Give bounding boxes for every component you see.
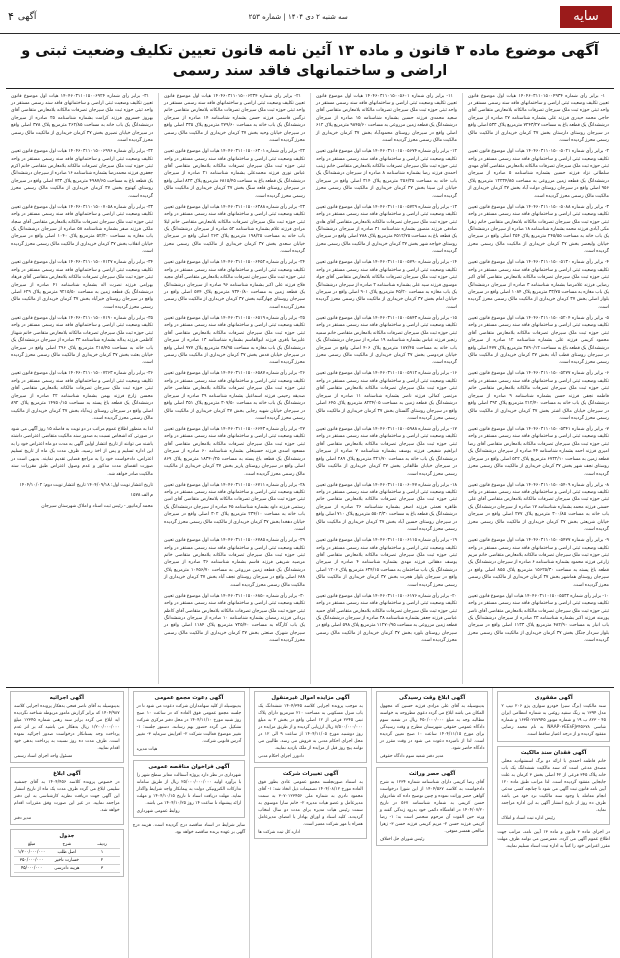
article-column-2 [310,93,462,684]
notice-body: خانم فاطمه احمدی با ارائه دو برگ استشهادیه محلی مصدق مدعی است که سند مالکیت ششدانگ یک باب خانه پلاک ۳۴۵ فرعی از ۴۲ اصلی بخش ۳ کرمان به علت جابجایی مفقود گردیده است. لذا مراتب طبق ماده ۱۲۰ آیین نامه قانون ثبت آگهی می شود تا چنانچه کسی مدعی انجام معامله یا وجود سند مالکیت نزد خود می باشد ظرف ده روز از تاریخ انتشار آگهی به این اداره مراجعه نماید. [501,758,607,814]
notice-block [376,691,489,763]
article-paragraph: ۱۰- برابر رأی شماره ۱۴۰۴۶۰۳۱۱۰۱۵۰۰۵۵۳۲ هیات اول موضوع قانون تعیین تکلیف وضعیت ثبتی اراضی و ساختمانهای فاقد سند رسمی مستقر در واحد ثبتی حوزه ثبت ملک سیرجان تصرفات مالکانه بلامعارض متقاضی آقای ناصر پورمند فرزند اکبر بشماره شناسنامه ۲۳ صادره از سیرجان درششدانگ یک باب انبار به مساحت ۴۸۲/۹۰ مترمربع پلاک ۱۱۳۳ اصلی واقع در سیرجان بلوار سردار جنگل بخش ۳۷ کرمان خریداری از مالکیت مالک رسمی محرز گردیده است. [468,593,610,644]
article-paragraph: ۳۰- برابر رأی شماره ۱۴۰۴۶۰۳۱۱۰۱۵۰۰۶۸۵۰ هیات اول موضوع قانون تعیین تکلیف وضعیت ثبتی اراضی و ساختمانهای فاقد سند رسمی مستقر در واحد ثبتی حوزه ثبت ملک سیرجان تصرفات مالکانه بلامعارض متقاضی آقای کاظم یزدانی فرزند رمضان بشماره شناسنامه ۱۰ صادره از سیرجان درششدانگ یک باب کارگاه به مساحت ۷۲۵/۴۰ مترمربع پلاک ۱۱۸۴ اصلی واقع در سیرجان شهرک صنعتی بخش ۳۷ کرمان خریداری از مالکیت مالک رسمی محرز گردیده است. [164,593,306,644]
table-cell: هزینه دادرسی [54,866,80,872]
notice-body: در خصوص پرونده کلاسه ۱۴۰۴/۴۵۶ به آقای جمشید سلیمی ابلاغ می گردد ظرف مدت یک ماه از تاریخ انتشار این آگهی جهت دریافت نظریه کارشناسی به این دفتر مراجعه نمایید. در غیر این صورت وفق مقررات اقدام خواهد شد. [14,779,120,814]
notice-title: آگهی مفقودی [534,694,573,701]
notice-block [376,767,489,846]
table-row [14,865,120,873]
article-paragraph: ۲۸- برابر رأی شماره ۱۴۰۴۶۰۳۱۱۰۱۵۰۰۶۷۱۱ هیات اول موضوع قانون تعیین تکلیف وضعیت ثبتی اراضی و ساختمانهای فاقد سند رسمی مستقر در واحد ثبتی حوزه ثبت ملک سیرجان تصرفات مالکانه بلامعارض متقاضی آقای امین رستمی فرزند داود بشماره شناسنامه ۴۵ صادره از سیرجان درششدانگ یک باب خانه به مساحت ۲۳۴/۱۰ مترمربع پلاک ۳۰۲ اصلی واقع در سیرجان خیابان دهخدا بخش ۳۷ کرمان خریداری از مالکیت مالک رسمی محرز گردیده است. [164,482,306,533]
article-paragraph: ۱۳- برابر رأی شماره ۱۴۰۴۶۰۳۱۱۰۱۵۰۰۵۷۲۹ هیات اول موضوع قانون تعیین تکلیف وضعیت ثبتی اراضی و ساختمانهای فاقد سند رسمی مستقر در واحد ثبتی حوزه ثبت ملک سیرجان تصرفات مالکانه بلامعارض متقاضی آقای هادی صادقی فرزند منصور بشماره شناسنامه ۳۱ صادره از سیرجان درششدانگ یک قطعه باغ به مساحت ۴۵۱۲/۷۵ مترمربع پلاک ۷۸۸ اصلی واقع در سیرجان روستای خواجه شهر بخش ۳۷ کرمان خریداری از مالکیت مالک رسمی محرز گردیده است. [316,204,458,255]
article-paragraph: ۳۴- برابر رأی شماره ۱۴۰۴۶۰۳۱۱۰۱۵۰۰۷۱۲۷ هیات اول موضوع قانون تعیین تکلیف وضعیت ثبتی اراضی و ساختمانهای فاقد سند رسمی مستقر در واحد ثبتی حوزه ثبت ملک سیرجان تصرفات مالکانه بلامعارض متقاضی آقای فرهاد بهرامی فرزند نصرت اله بشماره شناسنامه ۴۱ صادره از سیرجان درششدانگ یک قطعه زمین به مساحت ۹۲۱۵/۵۰ مترمربع پلاک ۶۲۹ اصلی واقع در سیرجان روستای خیرآباد بخش ۳۷ کرمان خریداری از مالکیت مالک رسمی محرز گردیده است. [11,260,154,310]
publication-logo: سایه [560,6,612,28]
notice-title: آگهی فقدان سند مالکیت [520,749,587,756]
page-title: آگهی موضوع ماده ۳ قانون و ماده ۱۳ آئین نامه قانون تعیین تکلیف وضعیت ثبتی و اراضی و ساختمانهای فاقد سند رسمی [6,34,614,89]
table-cell: ۴۵/۰۰۰/۰۰۰ [20,866,43,872]
table-column-header: شرح [62,842,72,848]
article-paragraph: ۹- برابر رأی شماره ۱۴۰۴۶۰۳۱۱۰۱۵۰۰۵۴۷۷ هیات اول موضوع قانون تعیین تکلیف وضعیت ثبتی اراضی و ساختمانهای فاقد سند رسمی مستقر در واحد ثبتی حوزه ثبت ملک سیرجان تصرفات مالکانه بلامعارض متقاضی خانم مریم زارعی فرزند محمود بشماره شناسنامه ۶ صادره از سیرجان درششدانگ یک قطعه باغ پسته به مساحت ۱۵۶۲۵/۳۰ مترمربع پلاک ۸۵۵ اصلی واقع در سیرجان روستای هماشهر بخش ۳۷ کرمان خریداری از مالکیت مالک رسمی محرز گردیده است. [468,538,610,588]
notice-block [133,691,246,756]
article-column-3 [158,93,310,684]
article-paragraph: ۳۵- برابر رأی شماره ۱۴۰۴۶۰۳۱۱۰۱۵۰۰۷۱۹۰ هیات اول موضوع قانون تعیین تکلیف وضعیت ثبتی اراضی و ساختمانهای فاقد سند رسمی مستقر در واحد ثبتی حوزه ثبت ملک سیرجان تصرفات مالکانه بلامعارض متقاضی خانم شهناز کاظمی فرزند یداله بشماره شناسنامه ۳۳ صادره از سیرجان درششدانگ یک باب خانه به مساحت ۲۱۸/۴۵ مترمربع پلاک ۲۹۶ اصلی واقع در سیرجان خیابان بعثت بخش ۳۷ کرمان خریداری از مالکیت مالک رسمی محرز گردیده است. [11,315,154,366]
article-paragraph: ۱۸- برابر رأی شماره ۱۴۰۴۶۰۳۱۱۰۱۵۰۰۶۰۴۷ هیات اول موضوع قانون تعیین تکلیف وضعیت ثبتی اراضی و ساختمانهای فاقد سند رسمی مستقر در واحد ثبتی حوزه ثبت ملک سیرجان تصرفات مالکانه بلامعارض متقاضی خانم طاهره نعمتی فرزند اصغر بشماره شناسنامه ۲۶ صادره از سیرجان درششدانگ یک قطعه باغ به مساحت ۵۵۰۳/۳۰ مترمربع پلاک ۷۱۰ اصلی واقع در سیرجان روستای حسین آباد بخش ۳۷ کرمان خریداری از مالکیت مالک رسمی محرز گردیده است. [316,482,458,533]
notice-title: جدول [59,833,75,840]
article-paragraph: ۱۴- برابر رأی شماره ۱۴۰۴۶۰۳۱۱۰۱۵۰۰۵۷۹۰ هیات اول موضوع قانون تعیین تکلیف وضعیت ثبتی اراضی و ساختمانهای فاقد سند رسمی مستقر در واحد ثبتی حوزه ثبت ملک سیرجان تصرفات مالکانه بلامعارض متقاضی آقای جواد موسوی فرزند سید علی بشماره شناسنامه ۲ صادره از سیرجان درششدانگ یک باب مغازه به مساحت ۴۵/۲۰ مترمربع پلاک ۹۰۱ اصلی واقع در سیرجان خیابان امام بخش ۳۷ کرمان خریداری از مالکیت مالک رسمی محرز گردیده است. [316,260,458,310]
article-paragraph: ۲۵- برابر رأی شماره ۱۴۰۴۶۰۳۱۱۰۱۵۰۰۶۵۱۹ هیات اول موضوع قانون تعیین تکلیف وضعیت ثبتی اراضی و ساختمانهای فاقد سند رسمی مستقر در واحد ثبتی حوزه ثبت ملک سیرجان تصرفات مالکانه بلامعارض متقاضی آقای علیرضا باقری فرزند ابوالقاسم بشماره شناسنامه ۱۳ صادره از سیرجان درششدانگ یک باب مغازه به مساحت ۳۸/۹۵ مترمربع پلاک ۹۷۷ اصلی واقع در سیرجان خیابان قدس بخش ۳۷ کرمان خریداری از مالکیت مالک رسمی محرز گردیده است. [164,315,306,366]
article-body [6,89,614,684]
article-paragraph: ۱۲- برابر رأی شماره ۱۴۰۴۶۰۳۱۱۰۱۵۰۰۵۶۷۴ هیات اول موضوع قانون تعیین تکلیف وضعیت ثبتی اراضی و ساختمانهای فاقد سند رسمی مستقر در واحد ثبتی حوزه ثبت ملک سیرجان تصرفات مالکانه بلامعارض متقاضی خانم زینب احمدی فرزند رضا بشماره شناسنامه ۸ صادره از سیرجان درششدانگ یک باب خانه به مساحت ۲۵۶/۳۵ مترمربع پلاک ۳۱۴ اصلی واقع در سیرجان خیابان ابن سینا بخش ۳۷ کرمان خریداری از مالکیت مالک رسمی محرز گردیده است. [316,149,458,199]
article-paragraph: ۱۹- برابر رأی شماره ۱۴۰۴۶۰۳۱۱۰۱۵۰۰۶۱۱۵ هیات اول موضوع قانون تعیین تکلیف وضعیت ثبتی اراضی و ساختمانهای فاقد سند رسمی مستقر در واحد ثبتی حوزه ثبت ملک سیرجان تصرفات مالکانه بلامعارض متقاضی آقای یوسف دهقانی فرزند مهدی بشماره شناسنامه ۴ صادره از سیرجان درششدانگ یک باب ساختمان به مساحت ۶۳۴/۱۵ مترمربع پلاک ۱۲۰۶ اصلی واقع در سیرجان بلوار هجرت بخش ۳۷ کرمان خریداری از مالکیت مالک رسمی محرز گردیده است. [316,538,458,588]
notice-signature: رئیس شورای حل اختلاف [379,837,425,843]
article-paragraph: ۲۶- برابر رأی شماره ۱۴۰۴۶۰۳۱۱۰۱۵۰۰۶۵۸۷ هیات اول موضوع قانون تعیین تکلیف وضعیت ثبتی اراضی و ساختمانهای فاقد سند رسمی مستقر در واحد ثبتی حوزه ثبت ملک سیرجان تصرفات مالکانه بلامعارض متقاضی خانم صدیقه رحیمی فرزند اسماعیل بشماره شناسنامه ۲۹ صادره از سیرجان درششدانگ یک باب خانه به مساحت ۳۰۷/۵۰ مترمربع پلاک ۳۵۱ اصلی واقع در سیرجان خیابان شهید رجایی بخش ۳۷ کرمان خریداری از مالکیت مالک رسمی محرز گردیده است. [164,371,306,422]
notice-block [10,767,124,825]
notice-signature: روابط عمومی شهرداری [136,809,180,815]
notice-column-5 [6,688,128,958]
notice-signature: دادورز اجرای احکام مدنی [258,753,304,759]
notice-body: سایر شرایط در اسناد مناقصه درج گردیده است. هزینه درج آگهی بر عهده برنده مناقصه خواهد بود. [132,823,246,836]
notice-block [497,691,610,742]
notice-body: آقای رضا کریمی دارای شناسنامه شماره ۱۲۳۴ به شرح دادخواست به کلاسه ۱۴۰۴/۵۶۷ از این شورا درخواست گواهی حصر وراثت نموده و چنین توضیح داده که شادروان حسن کریمی به شماره شناسنامه ۵۶۷ در تاریخ ۱۴۰۴/۰۷/۲۰ در اقامتگاه دائمی خود بدرود زندگی گفته و ورثه حین الفوت آن مرحوم منحصر است به: ۱- رضا کریمی فرزند حسن ۲- مریم کریمی فرزند حسن ۳- زهرا صالحی همسر متوفی. [379,779,485,835]
article-column-4 [6,93,158,684]
notice-body: بدینوسیله از کلیه سهامداران شرکت دعوت می شود تا در جلسه مجمع عمومی فوق العاده که در ساعت ۱۰ صبح روز شنبه مورخ ۱۴۰۴/۱۱/۱۰ در محل دفتر مرکزی شرکت تشکیل می گردد حضور بهم رسانند. دستور جلسه: ۱- تغییر موضوع فعالیت شرکت ۲- افزایش سرمایه ۳- تغییر آدرس قانونی شرکت. [136,703,242,744]
table-row [14,849,120,857]
article-paragraph: ۲۷- برابر رأی شماره ۱۴۰۴۶۰۳۱۱۰۱۵۰۰۶۶۴۳ هیات اول موضوع قانون تعیین تکلیف وضعیت ثبتی اراضی و ساختمانهای فاقد سند رسمی مستقر در واحد ثبتی حوزه ثبت ملک سیرجان تصرفات مالکانه بلامعارض متقاضی آقای مسعود اسدی فرزند حسینعلی بشماره شناسنامه ۶۰ صادره از سیرجان درششدانگ یک قطعه باغ پسته به مساحت ۱۸۳۴۰/۲۵ مترمربع پلاک ۸۶۹ اصلی واقع در سیرجان روستای پاریز بخش ۳۷ کرمان خریداری از مالکیت مالک رسمی محرز گردیده است. [164,426,306,477]
article-paragraph: ۳۱- برابر رأی شماره ۱۴۰۴۶۰۳۱۱۰۱۵۰۰۶۹۲۴ هیات اول موضوع قانون تعیین تکلیف وضعیت ثبتی اراضی و ساختمانهای فاقد سند رسمی مستقر در واحد ثبتی حوزه ثبت ملک سیرجان تصرفات مالکانه بلامعارض متقاضی آقای بهروز خسروی فرزند کرامت بشماره شناسنامه ۲۵ صادره از سیرجان درششدانگ یک باب خانه به مساحت ۲۶۲/۸۵ مترمربع پلاک ۳۷۸ اصلی واقع در سیرجان خیابان نصیری بخش ۳۷ کرمان خریداری از مالکیت مالک رسمی محرز گردیده است. [11,93,153,144]
notice-title: آگهی فراخوان مناقصه عمومی [148,763,230,770]
page-marker [8,10,36,23]
notice-block [254,767,367,839]
notice-column-3 [249,688,371,958]
notice-body: به استناد صورتجلسه مجمع عمومی عادی بطور فوق العاده مورخ ۱۴۰۴/۰۸/۱۲ تصمیمات ذیل اتخاذ شد: ۱- آقای محمود نادری به شماره ملی ۳۰۷۰۱۲۳۴۵۶ به سمت مدیرعامل و عضو هیات مدیره ۲- خانم سارا موسوی به سمت رئیس هیات مدیره برای مدت دو سال انتخاب گردیدند. کلیه اسناد و اوراق بهادار با امضای مدیرعامل همراه با مهر شرکت معتبر است. [258,779,363,828]
article-paragraph: ۲۱- برابر رأی شماره ۱۴۰۴۶۰۳۱۱۰۱۵۰۰۶۲۳۴ هیات اول موضوع قانون تعیین تکلیف وضعیت ثبتی اراضی و ساختمانهای فاقد سند رسمی مستقر در واحد ثبتی حوزه ثبت ملک سیرجان تصرفات مالکانه بلامعارض متقاضی خانم نرگس قاسمی فرزند حسن بشماره شناسنامه ۱۴ صادره از سیرجان درششدانگ یک باب خانه به مساحت ۲۷۹/۶۰ مترمربع پلاک ۳۳۵ اصلی واقع در سیرجان خیابان وحید بخش ۳۷ کرمان خریداری از مالکیت مالک رسمی محرز گردیده است. [164,93,305,144]
notice-body: سند مالکیت (برگ سبز) خودرو سواری پژو ۲۰۶ تیپ ۲ مدل ۱۳۹۴ به رنگ سفید روغنی به شماره انتظامی ایران ۴۵ - ۸۲۳ ب ۱۹ و شماره موتور ۱۶۳B۰۲۸۷۹۴۵ و شماره شاسی NAAP۰۳EE۸FJ۳۴۵۶۷۸ به نام محمد رضایی مفقود گردیده و از درجه اعتبار ساقط است. [501,703,606,737]
notice-body: شهرداری در نظر دارد پروژه آسفالت معابر سطح شهر را با برآورد اولیه ۲۵/۰۰۰/۰۰۰/۰۰۰ ریال از طریق سامانه تدارکات الکترونیکی دولت به پیمانکار واجد شرایط واگذار نماید. مهلت دریافت اسناد تا تاریخ ۱۴۰۴/۱۰/۱۵ و مهلت ارائه پیشنهاد تا ساعت ۱۴ روز ۱۴۰۴/۱۰/۲۵ می باشد. [136,772,242,807]
table-header-row [14,841,120,849]
table-cell: خسارت تاخیر [54,858,79,864]
notice-signature: مدیر دفتر شعبه سوم دادگاه حقوقی [379,753,444,759]
article-paragraph: ۶- برابر رأی شماره ۱۴۰۴۶۰۳۱۱۰۱۵۰۰۵۲۷۷ هیات اول موضوع قانون تعیین تکلیف وضعیت ثبتی اراضی و ساختمانهای فاقد سند رسمی مستقر در واحد ثبتی حوزه ثبت ملک سیرجان تصرفات مالکانه بلامعارض متقاضی خانم فاطمه نجفی فرزند حسن بشماره شناسنامه ۹ صادره از سیرجان درششدانگ یک باب خانه به مساحت ۲۱۲/۴۰ مترمربع پلاک ۳۹۲ اصلی واقع در سیرجان خیابان مالک اشتر بخش ۳۷ کرمان خریداری از مالکیت مالک رسمی محرز گردیده است. [468,371,609,422]
notice-block [133,760,246,818]
article-paragraph: ۲- برابر رأی شماره ۱۴۰۴۶۰۳۱۱۰۱۵۰۰۵۰۲۱ هیات اول موضوع قانون تعیین تکلیف وضعیت ثبتی اراضی و ساختمانهای فاقد سند رسمی مستقر در واحد ثبتی حوزه ثبت ملک سیرجان تصرفات مالکانه بلامعارض متقاضی آقای مهدی سلطانی نژاد فرزند حسین بشماره شناسنامه ۵ صادره از سیرجان درششدانگ یک قطعه زمین مزروعی به مساحت ۱۲۲۳۴/۸۵ مترمربع پلاک ۹۵۶ اصلی واقع در سیرجان روستای دولت آباد بخش ۳۷ کرمان خریداری از مالکیت مالک رسمی محرز گردیده است. [468,149,609,199]
article-paragraph: ۲۰- برابر رأی شماره ۱۴۰۴۶۰۳۱۱۰۱۵۰۰۶۱۷۶ هیات اول موضوع قانون تعیین تکلیف وضعیت ثبتی اراضی و ساختمانهای فاقد سند رسمی مستقر در واحد ثبتی حوزه ثبت ملک سیرجان تصرفات مالکانه بلامعارض متقاضی آقای حمید عباسی فرزند جعفر بشماره شناسنامه ۳۸ صادره از سیرجان درششدانگ یک قطعه زمین مزروعی به مساحت ۱۱۲۷۰/۹۵ مترمربع پلاک ۵۹۸ اصلی واقع در سیرجان روستای بلورد بخش ۳۷ کرمان خریداری از مالکیت مالک رسمی محرز گردیده است. [316,593,458,644]
article-paragraph: ۱۷- برابر رأی شماره ۱۴۰۴۶۰۳۱۱۰۱۵۰۰۵۹۸۸ هیات اول موضوع قانون تعیین تکلیف وضعیت ثبتی اراضی و ساختمانهای فاقد سند رسمی مستقر در واحد ثبتی حوزه ثبت ملک سیرجان تصرفات مالکانه بلامعارض متقاضی آقای ابراهیم شفیعی فرزند یوسف بشماره شناسنامه ۷ صادره از سیرجان درششدانگ یک باب خانه به مساحت ۳۲۱/۷۰ مترمربع پلاک ۲۸۹ اصلی واقع در سیرجان خیابان طالقانی بخش ۳۷ کرمان خریداری از مالکیت مالک رسمی محرز گردیده است. [316,426,458,477]
notice-block [497,829,610,850]
article-paragraph: ۲۹- برابر رأی شماره ۱۴۰۴۶۰۳۱۱۰۱۵۰۰۶۷۸۵ هیات اول موضوع قانون تعیین تکلیف وضعیت ثبتی اراضی و ساختمانهای فاقد سند رسمی مستقر در واحد ثبتی حوزه ثبت ملک سیرجان تصرفات مالکانه بلامعارض متقاضی خانم مرضیه شریفی فرزند قاسم بشماره شناسنامه ۳۶ صادره از سیرجان درششدانگ یک قطعه زمین مزروعی به مساحت ۱۰۴۵۶/۷۰ مترمربع پلاک ۶۸۸ اصلی واقع در سیرجان روستای نجف آباد بخش ۳۷ کرمان خریداری از مالکیت مالک رسمی محرز گردیده است. [164,538,306,588]
notice-body: به موجب پرونده اجرایی کلاسه ۱۴۰۴/۳۴۵ ششدانگ یک باب منزل مسکونی به مساحت ۲۱۰ مترمربع دارای پلاک ثبتی ۲۳۴۵ فرعی از ۱۲ اصلی واقع در بخش ۲ به مبلغ ۸/۵۰۰/۰۰۰/۰۰۰ ریال ارزیابی گردیده و از طریق مزایده در روز دوشنبه مورخ ۱۴۰۴/۱۱/۰۵ از ساعت ۹ الی ۱۲ در محل اجرای احکام مدنی به فروش می رسد. طالبین می توانند پنج روز قبل از مزایده از ملک بازدید نمایند. [258,703,363,751]
notice-signature: هیات مدیره [136,746,158,752]
article-paragraph: ۳۳- برابر رأی شماره ۱۴۰۴۶۰۳۱۱۰۱۵۰۰۷۰۵۸ هیات اول موضوع قانون تعیین تکلیف وضعیت ثبتی اراضی و ساختمانهای فاقد سند رسمی مستقر در واحد ثبتی حوزه ثبت ملک سیرجان تصرفات مالکانه بلامعارض متقاضی آقای سجاد ملکی فرزند صفر بشماره شناسنامه ۵۸ صادره از سیرجان درششدانگ یک باب مغازه به مساحت ۵۲/۳۰ مترمربع پلاک ۱۰۴۰ اصلی واقع در سیرجان خیابان انقلاب بخش ۳۷ کرمان خریداری از مالکیت مالک رسمی محرز گردیده است. [11,204,154,255]
article-paragraph: ۴- برابر رأی شماره ۱۴۰۴۶۰۳۱۱۰۱۵۰۰۵۱۳۰ هیات اول موضوع قانون تعیین تکلیف وضعیت ثبتی اراضی و ساختمانهای فاقد سند رسمی مستقر در واحد ثبتی حوزه ثبت ملک سیرجان تصرفات مالکانه بلامعارض متقاضی آقای اکبر رضایی فرزند غلامرضا بشماره شناسنامه ۳ صادره از سیرجان درششدانگ یک باب مغازه به مساحت ۳۳/۷۵ مترمربع پلاک ۱۰۸۴ اصلی واقع در سیرجان بلوار اصلی بخش ۳۷ کرمان خریداری از مالکیت مالک رسمی محرز گردیده است. [468,260,609,310]
article-paragraph: ۵- برابر رأی شماره ۱۴۰۴۶۰۳۱۱۰۱۵۰۰۵۲۰۴ هیات اول موضوع قانون تعیین تکلیف وضعیت ثبتی اراضی و ساختمانهای فاقد سند رسمی مستقر در واحد ثبتی حوزه ثبت ملک سیرجان تصرفات مالکانه بلامعارض متقاضی آقای محمود کریمی فرزند علی بشماره شناسنامه ۱۲ صادره از سیرجان درششدانگ یک قطعه باغ به مساحت ۳۸۹۰/۱۲ مترمربع پلاک ۴۷۷ اصلی واقع در سیرجان روستای قطب آباد بخش ۳۷ کرمان خریداری از مالکیت مالک رسمی محرز گردیده است. [468,315,609,366]
table-cell: ۲ [100,858,104,864]
notice-title: آگهی اجرائیه [49,694,84,701]
article-paragraph: ۸- برابر رأی شماره ۱۴۰۴۶۰۳۱۱۰۱۵۰۰۵۴۰۹ هیات اول موضوع قانون تعیین تکلیف وضعیت ثبتی اراضی و ساختمانهای فاقد سند رسمی مستقر در واحد ثبتی حوزه ثبت ملک سیرجان تصرفات مالکانه بلامعارض متقاضی آقای علی حسنی فرزند محمد بشماره شناسنامه ۱۷ صادره از سیرجان درششدانگ یک باب خانه به مساحت ۳۰۰/۸۵ مترمربع پلاک ۲۷۷ اصلی واقع در سیرجان خیابان شریعتی بخش ۳۷ کرمان خریداری از مالکیت مالک رسمی محرز گردیده است. [468,482,609,533]
page-number: ۴ [8,10,14,23]
notice-title: آگهی مزایده اموال غیرمنقول [271,694,350,701]
article-paragraph: ۱۱- برابر رأی شماره ۱۴۰۴۶۰۳۱۱۰۱۵۰۰۵۶۰۱ هیات اول موضوع قانون تعیین تکلیف وضعیت ثبتی اراضی و ساختمانهای فاقد سند رسمی مستقر در واحد ثبتی حوزه ثبت ملک سیرجان تصرفات مالکانه بلامعارض متقاضی آقای سعید محمدی فرزند حسین بشماره شناسنامه ۱۵ صادره از سیرجان درششدانگ یک قطعه زمین مزروعی به مساحت ۹۸۴۵/۶۰ مترمربع پلاک ۶۱۲ اصلی واقع در سیرجان روستای محمودآباد بخش ۳۷ کرمان خریداری از مالکیت مالک رسمی محرز گردیده است. [316,93,457,144]
table-cell: ۳۵۰/۰۰۰/۰۰۰ [19,858,44,864]
notice-body: در اجرای ماده ۳ قانون و ماده ۱۳ آیین نامه، مراتب جهت اطلاع عموم آگهی می گردد. معترضین می توانند ظرف مهلت مقرر اعتراض خود را کتباً به اداره ثبت اسناد تسلیم نمایند. [497,830,610,850]
table-column-header: مبلغ [27,842,36,848]
notice-column-4 [128,688,250,958]
article-paragraph: تاریخ انتشار نوبت اول: ۱۴۰۴/۰۹/۱۸ تاریخ انتشار نوبت دوم: ۱۴۰۴/۱۰/۰۲ [19,482,153,488]
article-paragraph: لذا به منظور اطلاع عموم مراتب در دو نوبت به فاصله ۱۵ روز آگهی می شود در صورتی که اشخاص نسبت به صدور سند مالکیت متقاضی اعتراضی داشته باشند می توانند از تاریخ انتشار اولین آگهی به مدت دو ماه اعتراض خود را به این اداره تسلیم و پس از اخذ رسید، ظرف مدت یک ماه از تاریخ تسلیم اعتراض، دادخواست خود را به مراجع قضایی تقدیم نمایند. بدیهی است در صورت انقضای مدت مذکور و عدم وصول اعتراض طبق مقررات سند مالکیت صادر خواهد شد. [11,426,154,477]
notice-title: آگهی حصر وراثت [408,770,456,777]
article-paragraph: ۱۶- برابر رأی شماره ۱۴۰۴۶۰۳۱۱۰۱۵۰۰۵۹۱۲ هیات اول موضوع قانون تعیین تکلیف وضعیت ثبتی اراضی و ساختمانهای فاقد سند رسمی مستقر در واحد ثبتی حوزه ثبت ملک سیرجان تصرفات مالکانه بلامعارض متقاضی آقای مرتضی کمالی فرزند ناصر بشماره شناسنامه ۱۱ صادره از سیرجان درششدانگ یک قطعه زمین به مساحت ۸۲۳۴/۰۵ مترمربع پلاک ۶۴۵ اصلی واقع در سیرجان روستای گلستان بخش ۳۷ کرمان خریداری از مالکیت مالک رسمی محرز گردیده است. [316,371,458,422]
notice-signature: اداره کل ثبت شرکت ها [258,830,301,836]
masthead [0,0,620,34]
table-column-header: ردیف [97,842,107,848]
notice-column-1 [492,688,614,958]
table-cell: ۱ [100,850,104,856]
notice-title: آگهی تغییرات شرکت [282,770,339,777]
table-row [14,857,120,865]
notice-block [10,829,124,877]
notice-block [254,691,367,763]
table-cell: اصل طلب [57,850,77,856]
article-paragraph: ۳۲- برابر رأی شماره ۱۴۰۴۶۰۳۱۱۰۱۵۰۰۶۹۹۶ هیات اول موضوع قانون تعیین تکلیف وضعیت ثبتی اراضی و ساختمانهای فاقد سند رسمی مستقر در واحد ثبتی حوزه ثبت ملک سیرجان تصرفات مالکانه بلامعارض متقاضی خانم اکرم جعفری فرزند محمدرضا بشماره شناسنامه ۱۶ صادره از سیرجان درششدانگ یک قطعه باغ به مساحت ۴۹۸۷/۶۵ مترمربع پلاک ۷۳۳ اصلی واقع در سیرجان روستای کهنوج بخش ۳۷ کرمان خریداری از مالکیت مالک رسمی محرز گردیده است. [11,149,153,199]
table-cell: ۳ [100,866,104,872]
notice-title: آگهی ابلاغ [53,770,81,777]
notice-column-2 [371,688,493,958]
article-paragraph: ۲۳- برابر رأی شماره ۱۴۰۴۶۰۳۱۱۰۱۵۰۰۶۳۸۸ هیات اول موضوع قانون تعیین تکلیف وضعیت ثبتی اراضی و ساختمانهای فاقد سند رسمی مستقر در واحد ثبتی حوزه ثبت ملک سیرجان تصرفات مالکانه بلامعارض متقاضی خانم لیلا مرادی فرزند غلام بشماره شناسنامه ۵۲ صادره از سیرجان درششدانگ یک باب خانه به مساحت ۱۹۸/۲۵ مترمربع پلاک ۲۶۳ اصلی واقع در سیرجان خیابان سعدی بخش ۳۷ کرمان خریداری از مالکیت مالک رسمی محرز گردیده است. [164,204,306,255]
article-column-1 [462,93,614,684]
notice-block [10,691,124,763]
table-cell: ۱/۲۰۰/۰۰۰/۰۰۰ [17,850,46,856]
notice-body: بدینوسیله به آقای ناصر فتحی بدهکار پرونده اجرایی کلاسه ۱۴۰۴/۹۸۷ که برابر گزارش مامور مربوطه شناخته نگردیده اید ابلاغ می گردد برابر سند رهنی شماره ۱۲۳۴۵ مبلغ ۱/۲۰۰/۰۰۰/۰۰۰ ریال بدهکار می باشید که بر اثر عدم پرداخت وجه بستانکار درخواست صدور اجرائیه نموده است. ظرف مدت ده روز نسبت به پرداخت بدهی خود اقدام نمایید. [14,703,120,751]
section-label: آگهی [17,11,37,22]
notice-title: آگهی دعوت مجمع عمومی [154,694,224,701]
notice-block [497,746,610,825]
notice-title: آگهی ابلاغ وقت رسیدگی [399,694,466,701]
article-paragraph: ۲۲- برابر رأی شماره ۱۴۰۴۶۰۳۱۱۰۱۵۰۰۶۳۰۱ هیات اول موضوع قانون تعیین تکلیف وضعیت ثبتی اراضی و ساختمانهای فاقد سند رسمی مستقر در واحد ثبتی حوزه ثبت ملک سیرجان تصرفات مالکانه بلامعارض متقاضی آقای عباس نوری فرزند محمدعلی بشماره شناسنامه ۲۱ صادره از سیرجان درششدانگ یک قطعه باغ به مساحت ۶۸۱۵/۴۵ مترمربع پلاک ۸۲۳ اصلی واقع در سیرجان روستای قلعه سنگ بخش ۳۷ کرمان خریداری از مالکیت مالک رسمی محرز گردیده است. [164,149,306,199]
article-paragraph: ۷- برابر رأی شماره ۱۴۰۴۶۰۳۱۱۰۱۵۰۰۵۳۴۱ هیات اول موضوع قانون تعیین تکلیف وضعیت ثبتی اراضی و ساختمانهای فاقد سند رسمی مستقر در واحد ثبتی حوزه ثبت ملک سیرجان تصرفات مالکانه بلامعارض متقاضی آقای رضا امیری فرزند احمد بشماره شناسنامه ۴۴ صادره از سیرجان درششدانگ یک قطعه زمین به مساحت ۶۷۳۲/۱۰ مترمربع پلاک ۵۲۲ اصلی واقع در سیرجان روستای نجف شهر بخش ۳۷ کرمان خریداری از مالکیت مالک رسمی محرز گردیده است. [468,426,609,477]
article-paragraph: ۱۵- برابر رأی شماره ۱۴۰۴۶۰۳۱۱۰۱۵۰۰۵۸۴۳ هیات اول موضوع قانون تعیین تکلیف وضعیت ثبتی اراضی و ساختمانهای فاقد سند رسمی مستقر در واحد ثبتی حوزه ثبت ملک سیرجان تصرفات مالکانه بلامعارض متقاضی خانم سمیه رنجبر فرزند عباس بشماره شناسنامه ۱۹ صادره از سیرجان درششدانگ یک باب خانه به مساحت ۱۸۷/۴۵ مترمربع پلاک ۴۰۶ اصلی واقع در سیرجان خیابان فردوسی بخش ۳۷ کرمان خریداری از مالکیت مالک رسمی محرز گردیده است. [316,315,458,366]
article-paragraph: ۳۶- برابر رأی شماره ۱۴۰۴۶۰۳۱۱۰۱۵۰۰۷۲۶۳ هیات اول موضوع قانون تعیین تکلیف وضعیت ثبتی اراضی و ساختمانهای فاقد سند رسمی مستقر در واحد ثبتی حوزه ثبت ملک سیرجان تصرفات مالکانه بلامعارض متقاضی آقای محسن زارع فرزند بهمن بشماره شناسنامه ۲۲ صادره از سیرجان درششدانگ یک قطعه باغ پسته به مساحت ۱۴۷۵۰/۱۵ مترمربع پلاک ۸۹۲ اصلی واقع در سیرجان روستای زیدآباد بخش ۳۷ کرمان خریداری از مالکیت مالک رسمی محرز گردیده است. [11,371,153,422]
classified-notices [6,688,614,958]
article-paragraph: ۲۴- برابر رأی شماره ۱۴۰۴۶۰۳۱۱۰۱۵۰۰۶۴۵۲ هیات اول موضوع قانون تعیین تکلیف وضعیت ثبتی اراضی و ساختمانهای فاقد سند رسمی مستقر در واحد ثبتی حوزه ثبت ملک سیرجان تصرفات مالکانه بلامعارض متقاضی آقای مجید فلاح فرزند علی اکبر بشماره شناسنامه ۹۶ صادره از سیرجان درششدانگ یک قطعه زمین به مساحت ۷۳۴۰/۸۰ مترمربع پلاک ۵۷۴ اصلی واقع در سیرجان روستای چهارگنبد بخش ۳۷ کرمان خریداری از مالکیت مالک رسمی محرز گردیده است. [164,260,306,310]
notice-signature: رئیس اداره ثبت اسناد و املاک [501,816,555,822]
notice-signature: مسئول واحد اجرای اسناد رسمی [14,753,73,759]
notice-signature: مدیر دفتر [14,816,32,822]
article-paragraph: محمد آرمانپور - رئیس ثبت اسناد و املاک شهرستان سیرجان [41,504,153,510]
notice-block [133,822,246,836]
issue-date-line: سه شنبه ۲ دی ۱۴۰۴ | شماره ۲۵۳ [248,12,348,21]
notice-body: بدینوسیله به آقای علی مرادی فرزند حسین که مجهول المکان می باشد ابلاغ می گردد دعوی مطروحه به خواسته مطالبه وجه به مبلغ ۴۵۰/۰۰۰/۰۰۰ ریال در شعبه سوم دادگاه عمومی حقوقی شهرستان مطرح و وقت رسیدگی برای مورخ ۱۴۰۴/۱۱/۱۵ ساعت ۱۰ صبح تعیین گردیده است. لذا از نامبرده دعوت می شود در وقت مقرر در دادگاه حاضر شود. [379,703,485,751]
article-paragraph: ۱- برابر رأی شماره ۱۴۰۴۶۰۳۱۱۰۱۵۰۰۴۹۳۴ هیات اول موضوع قانون تعیین تکلیف وضعیت ثبتی اراضی و ساختمانهای فاقد سند رسمی مستقر در واحد ثبتی حوزه ثبت ملک سیرجان تصرفات مالکانه بلامعارض متقاضی آقای حاجی محمد حیدری فرزند علی بشماره شناسنامه ۲۷ صادره از سیرجان درششدانگ یک قطعه باغ به مساحت ۷۲۴۳/۲۷ مترمربع پلاک ۵۳۳ اصلی واقع در سیرجان روستای دارستان بخش ۳۷ کرمان خریداری از مالکیت مالک رسمی محرز گردیده است. [468,93,609,144]
article-paragraph: م الف ۱۵۷۸ [130,493,153,499]
article-paragraph: ۳- برابر رأی شماره ۱۴۰۴۶۰۳۱۱۰۱۵۰۰۵۰۸۸ هیات اول موضوع قانون تعیین تکلیف وضعیت ثبتی اراضی و ساختمانهای فاقد سند رسمی مستقر در واحد ثبتی حوزه ثبت ملک سیرجان تصرفات مالکانه بلامعارض متقاضی خانم زهرا مکی آبادی فرزند محمد بشماره شناسنامه ۱۸ صادره از سیرجان درششدانگ یک باب خانه به مساحت ۲۴۵/۵۵ مترمربع پلاک ۲۵۴ اصلی واقع در سیرجان خیابان ولیعصر بخش ۳۷ کرمان خریداری از مالکیت مالک رسمی محرز گردیده است. [468,204,610,255]
